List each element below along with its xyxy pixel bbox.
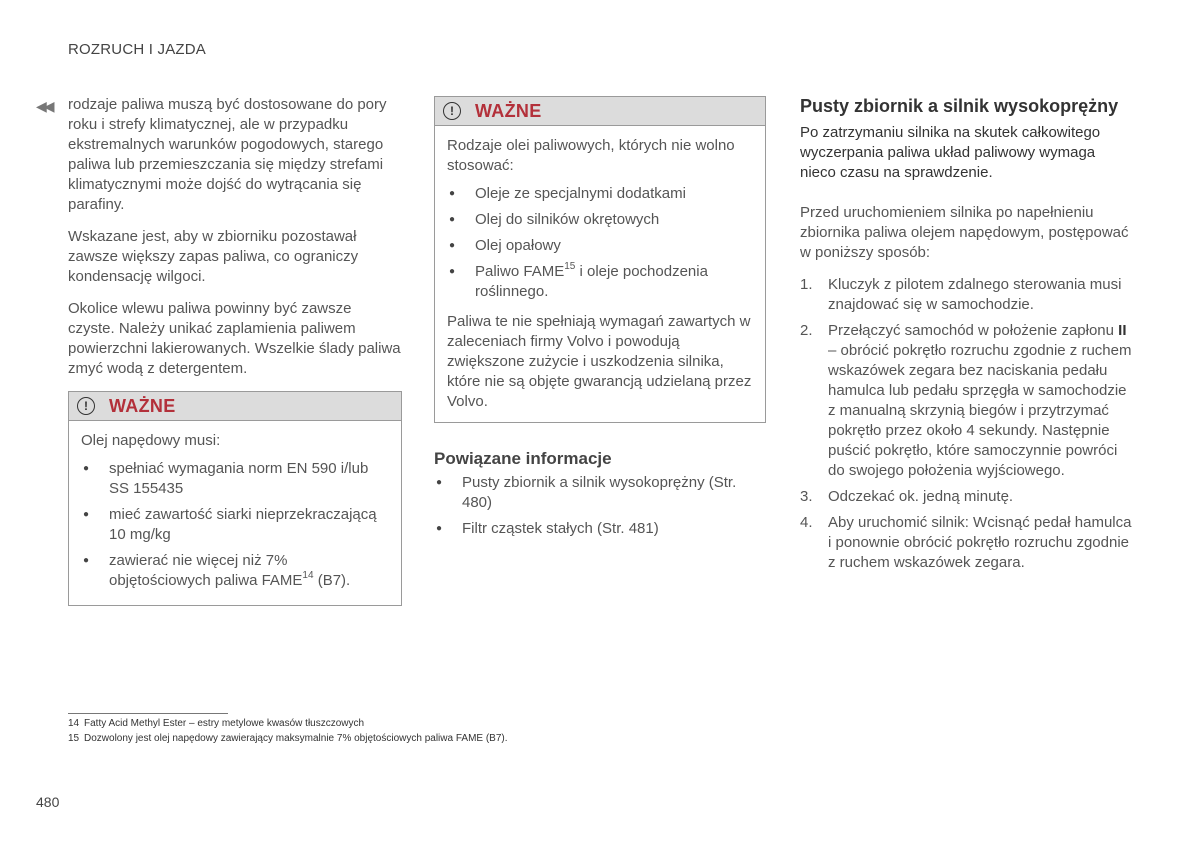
related-link[interactable]: ● Pusty zbiornik a silnik wysokoprężny (Str. 480) xyxy=(434,473,766,513)
procedure-steps xyxy=(800,275,1135,573)
step-item: 4. Aby uruchomić silnik: Wcisnąć pedał hamulca i ponownie obrócić pokrętło rozruchu zgodnie z ruchem wskazówek zegara. xyxy=(800,514,1132,571)
column-middle xyxy=(434,96,766,549)
column-left xyxy=(68,95,402,606)
column-right xyxy=(800,96,1135,579)
step-item: 1. Kluczyk z pilotem zdalnego sterowania musi znajdować się w samochodzie. xyxy=(800,276,1122,313)
warning-title: WAŻNE xyxy=(109,396,176,416)
list-item: ● zawierać nie więcej niż 7% objętościowych paliwa FAME$^{14}$ (B7). xyxy=(81,551,389,591)
continuation-arrows-icon: ◀◀ xyxy=(36,98,52,114)
section-lead: Po zatrzymaniu silnika na skutek całkowitego wyczerpania paliwa układ paliwowy wymaga nieco czasu na sprawdzenie. xyxy=(800,124,1101,181)
footnote: 14 Fatty Acid Methyl Ester – estry metylowe kwasów tłuszczowych xyxy=(68,718,365,729)
warning-list xyxy=(81,459,389,591)
warning-intro: Rodzaje olei paliwowych, których nie wolno stosować: xyxy=(447,137,735,174)
paragraph: Okolice wlewu paliwa powinny być zawsze czyste. Należy unikać zaplamienia paliwem powierzchni lakierowanych. Wszelkie ślady paliwa zmyć wodą z detergentem. xyxy=(68,300,401,377)
warning-box xyxy=(68,391,402,606)
exclamation-circle-icon: ! xyxy=(77,397,95,415)
paragraph: Wskazane jest, aby w zbiorniku pozostawał zawsze większy zapas paliwa, co ograniczy kondensację wilgoci. xyxy=(68,228,359,285)
warning-header xyxy=(69,392,401,421)
list-item: ● Olej opałowy xyxy=(447,236,753,256)
footnote-divider xyxy=(68,713,228,714)
footnote-ref: 15 xyxy=(564,261,576,272)
warning-outro: Paliwa te nie spełniają wymagań zawartych w zaleceniach firmy Volvo i powodują zwiększone zużycie i uszkodzenia silnika, które nie są objęte gwarancją udzielaną przez Volvo. xyxy=(447,313,752,410)
warning-title: WAŻNE xyxy=(475,101,542,121)
list-item: ● Oleje ze specjalnymi dodatkami xyxy=(447,184,753,204)
list-item: ● spełniać wymagania norm EN 590 i/lub SS 155435 xyxy=(81,459,389,499)
warning-list xyxy=(447,184,753,302)
step-item: 2. Przełączyć samochód w położenie zapłonu II – obrócić pokrętło rozruchu zgodnie z ruchem wskazówek zegara bez naciskania pedału hamulca lub pedału sprzęgła w samochodzie z manualną skrzynią biegów i przytrzymać pokrętło przez około 4 sekundy. Następnie puścić pokrętło, które samoczynnie powróci do swojego położenia wyjściowego. xyxy=(800,322,1132,479)
related-links-list xyxy=(434,473,766,539)
list-item: ● Paliwo FAME$^{15}$ i oleje pochodzenia roślinnego. xyxy=(447,262,753,302)
warning-header xyxy=(435,97,765,126)
warning-box xyxy=(434,96,766,423)
section-heading: Pusty zbiornik a silnik wysokoprężny xyxy=(800,96,1119,116)
warning-intro: Olej napędowy musi: xyxy=(81,432,221,449)
step-item: 3. Odczekać ok. jedną minutę. xyxy=(800,488,1014,505)
footnote: 15 Dozwolony jest olej napędowy zawierający maksymalnie 7% objętościowych paliwa FAME (B7). xyxy=(68,733,508,744)
exclamation-circle-icon: ! xyxy=(443,102,461,120)
page-number: 480 xyxy=(36,794,60,810)
footnote-ref: 14 xyxy=(302,570,314,581)
procedure-intro: Przed uruchomieniem silnika po napełnieniu zbiornika paliwa olejem napędowym, postępować w poniższy sposób: xyxy=(800,204,1129,261)
related-info-heading: Powiązane informacje xyxy=(434,449,612,468)
list-item: ● Olej do silników okrętowych xyxy=(447,210,753,230)
page-section-header: ROZRUCH I JAZDA xyxy=(68,41,206,58)
paragraph: rodzaje paliwa muszą być dostosowane do pory roku i strefy klimatycznej, ale w przypadku ekstremalnych warunków pogodowych, starego paliwa lub przemieszczania się między strefami klimatycznymi może dojść do wytrącania się parafiny. xyxy=(68,96,387,213)
list-item: ● mieć zawartość siarki nieprzekraczającą 10 mg/kg xyxy=(81,505,389,545)
related-link[interactable]: ● Filtr cząstek stałych (Str. 481) xyxy=(434,519,766,539)
